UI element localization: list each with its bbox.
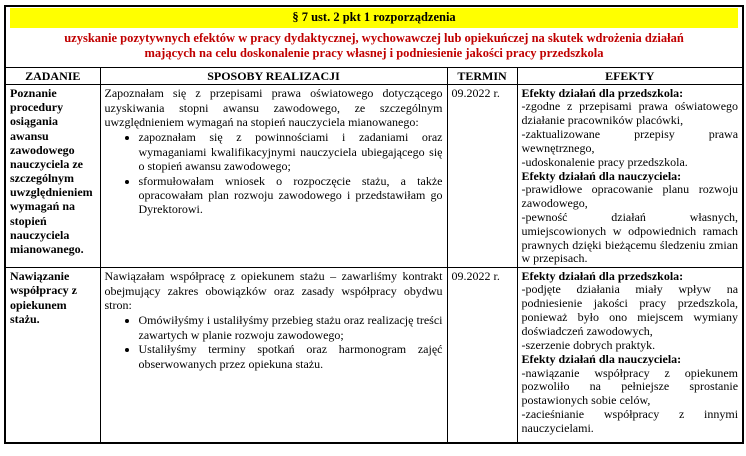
effects-item: -podjęte działania miały wpływ na podniesienie jakości pracy przedszkola, ponieważ było ono miejscem wymiany doświadczeń zawodowych, [521, 282, 739, 338]
methods-bullet: • sformułowałam wniosek o rozpoczęcie stażu, a także opracowałam plan rozwoju zawodowego i przedstawiłam go Dyrektorowi. [139, 174, 443, 217]
document-subtitle: uzyskanie pozytywnych efektów w pracy dydaktycznej, wychowawczej lub opiekuńczej na skutek wdrożenia działań mających na celu doskonalenie pracy własnej i podniesienie jakości pracy przedszkola [64, 30, 684, 61]
methods-bullet: • Ustaliłyśmy terminy spotkań oraz harmonogram zajęć obserwowanych przez opiekuna stażu. [139, 342, 443, 371]
methods-cell [100, 268, 447, 444]
title-cell [5, 6, 743, 68]
effects-cell [517, 268, 743, 444]
task-cell: Nawiązanie współpracy z opiekunem stażu. [5, 268, 100, 444]
effects-item: -pewność działań własnych, umiejscowionych w odpowiednich ramach prawnych dzięki bieżącemu śledzeniu zmian w przepisach. [521, 210, 739, 266]
term-cell: 09.2022 r. [447, 268, 517, 444]
methods-bullet: • zapoznałam się z powinnościami i zadaniami oraz wymaganiami kwalifikacyjnymi nauczyciela ubiegającego się o stopień awansu zawodowego; [139, 130, 443, 173]
effects-item: -nawiązanie współpracy z opiekunem pozwoliło na pełniejsze sprostanie postawionych sobie celów, [521, 365, 739, 408]
table-row [5, 85, 743, 268]
effects-cell [517, 85, 743, 268]
document-title: § 7 ust. 2 pkt 1 rozporządzenia [10, 8, 738, 28]
effects-item: -szerzenie dobrych praktyk. [521, 337, 656, 352]
effects-item: -prawidłowe opracowanie planu rozwoju zawodowego, [521, 182, 739, 211]
effects-heading: Efekty działań dla nauczyciela: [521, 169, 682, 184]
column-header-row [5, 68, 743, 85]
methods-intro: Zapoznałam się z przepisami prawa oświatowego dotyczącego uzyskiwania stopni awansu zawodowego, ze szczególnym uwzględnieniem wymagań na stopień nauczyciela mianowanego: [104, 86, 443, 129]
table-title-row [5, 6, 743, 68]
column-header-sposoby: SPOSOBY REALIZACJI [100, 68, 447, 85]
methods-bullet-list [105, 130, 443, 216]
effects-item: -udoskonalenie pracy przedszkola. [521, 154, 688, 169]
effects-heading: Efekty działań dla przedszkola: [521, 86, 684, 101]
effects-heading: Efekty działań dla nauczyciela: [521, 352, 682, 367]
methods-cell [100, 85, 447, 268]
effects-item: -zaktualizowane przepisy prawa wewnętrznego, [521, 126, 739, 155]
effects-item: -zacieśnianie współpracy z innymi nauczycielami. [521, 406, 739, 435]
term-cell: 09.2022 r. [447, 85, 517, 268]
column-header-zadanie: ZADANIE [5, 68, 100, 85]
development-plan-table [4, 5, 744, 444]
column-header-termin: TERMIN [447, 68, 517, 85]
column-header-efekty: EFEKTY [517, 68, 743, 85]
effects-heading: Efekty działań dla przedszkola: [521, 269, 684, 284]
table-row [5, 268, 743, 444]
task-cell: Poznanie procedury osiągania awansu zawodowego nauczyciela ze szczególnym uwzględnieniem wymagań na stopień nauczyciela mianowanego. [5, 85, 100, 268]
effects-item: -zgodne z przepisami prawa oświatowego działanie pracowników placówki, [521, 99, 739, 128]
methods-intro: Nawiązałam współpracę z opiekunem stażu – zawarliśmy kontrakt obejmujący zakres obowiązków oraz zasady współpracy obydwu stron: [104, 269, 443, 313]
methods-bullet: • Omówiłyśmy i ustaliłyśmy przebieg stażu oraz realizację treści zawartych w planie rozwoju zawodowego; [139, 313, 443, 342]
methods-bullet-list [105, 313, 443, 371]
